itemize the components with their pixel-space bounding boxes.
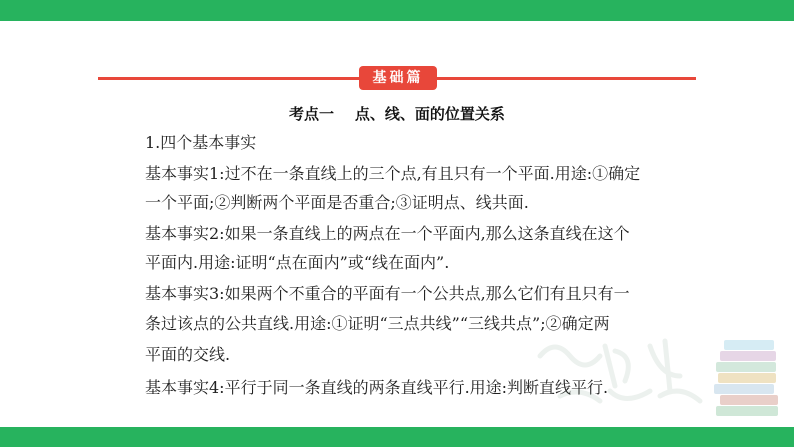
bottom-green-bar [0, 427, 794, 447]
page-title: 考点一 点、线、面的位置关系 [289, 105, 505, 123]
text-line-7: 平面的交线. [145, 345, 231, 364]
book-stack-icon [520, 326, 790, 422]
text-line-4: 平面内.用途:证明“点在面内”或“线在面内”. [145, 253, 450, 272]
text-line-3: 基本事实2:如果一条直线上的两点在一个平面内,那么这条直线在这个 [145, 224, 630, 243]
text-line-2: 一个平面;②判断两个平面是否重合;③证明点、线共面. [145, 193, 529, 212]
text-line-6: 条过该点的公共直线.用途:①证明“三点共线”“三线共点”;②确定两 [145, 314, 610, 333]
text-line-8: 基本事实4:平行于同一条直线的两条直线平行.用途:判断直线平行. [145, 378, 609, 397]
text-line-5: 基本事实3:如果两个不重合的平面有一个公共点,那么它们有且只有一 [145, 284, 630, 303]
level-badge: 基础篇 [359, 66, 437, 90]
text-line-1: 基本事实1:过不在一条直线上的三个点,有且只有一个平面.用途:①确定 [145, 164, 641, 183]
top-green-bar [0, 0, 794, 21]
content-heading: 1.四个基本事实 [145, 133, 257, 152]
